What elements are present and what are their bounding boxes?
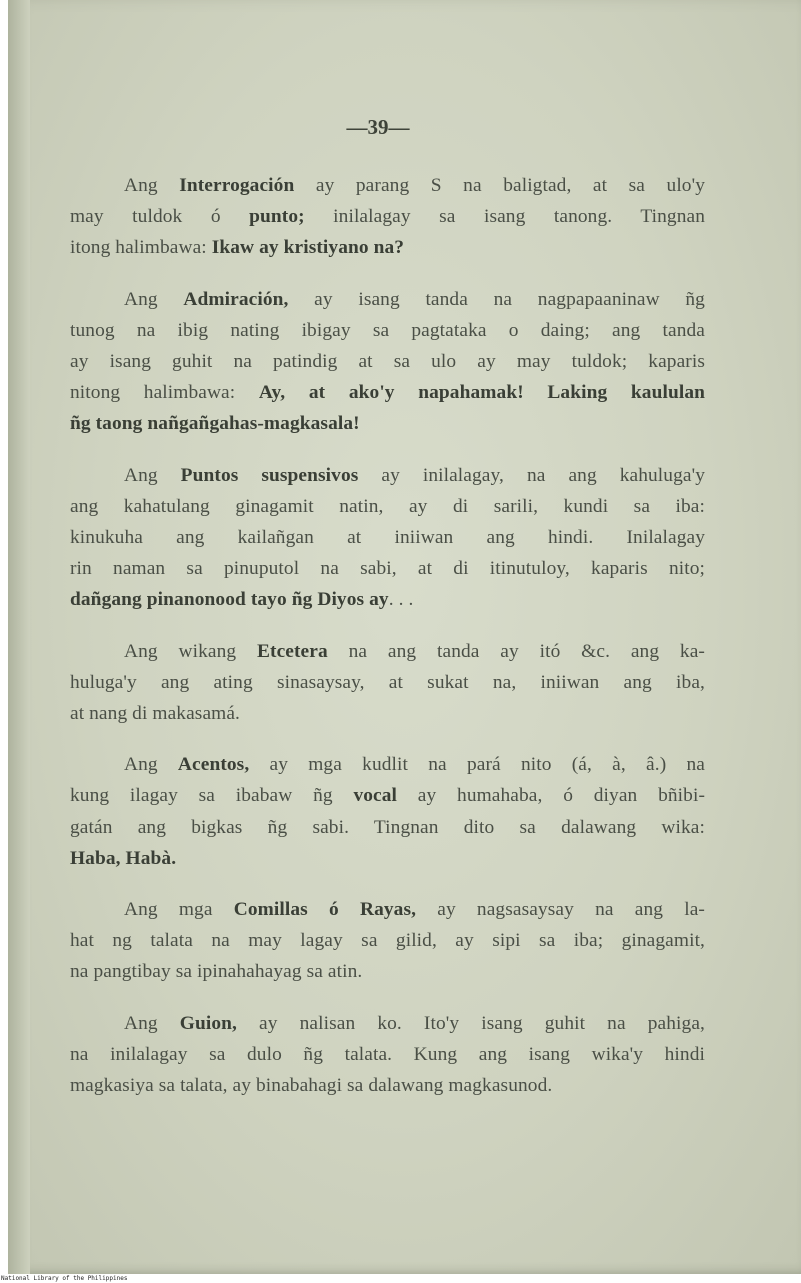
- text-line: [70, 408, 705, 439]
- text-run: itong halimbawa:: [70, 237, 212, 259]
- text-run: gatán ang bigkas ñg sabi. Tingnan dito sa dalawang wika:: [70, 816, 705, 838]
- text-line: [70, 201, 705, 232]
- page-number: —39—: [346, 115, 410, 139]
- text-run: ang kahatulang ginagamit natin, ay di sarili, kundi sa iba:: [70, 495, 705, 517]
- text-run: Ang wikang: [124, 640, 257, 662]
- text-line: [70, 636, 705, 667]
- text-run: na inilalagay sa dulo ñg talata. Kung ang isang wika'y hindi: [70, 1043, 705, 1065]
- text-line: [70, 780, 705, 811]
- paragraph: [70, 460, 705, 616]
- text-run: ay nalisan ko. Ito'y isang guhit na pahiga,: [236, 1012, 705, 1034]
- text-run: na pangtibay sa ipinahahayag sa atin.: [70, 961, 363, 983]
- bold-term: Ay, at ako'y napahamak! Laking kaululan: [258, 382, 705, 404]
- text-line: [70, 460, 705, 491]
- paragraph: [70, 170, 705, 264]
- text-run: inilalagay sa isang tanong. Tingnan: [304, 206, 705, 228]
- book-page: [8, 0, 801, 1274]
- bold-term: dañgang pinanonood tayo ñg Diyos ay: [70, 589, 389, 611]
- text-run: nitong halimbawa:: [70, 382, 259, 404]
- text-line: [70, 1070, 705, 1101]
- text-line: [70, 749, 705, 780]
- bold-term: Haba, Habà.: [70, 847, 177, 869]
- paragraph: [70, 284, 705, 440]
- page-spine-shadow: [8, 0, 30, 1274]
- footer-credit: National Library of the Philippines: [0, 1275, 801, 1283]
- text-line: [70, 667, 705, 698]
- paragraph: [70, 749, 705, 874]
- text-line: [70, 284, 705, 315]
- text-line: [70, 1039, 705, 1070]
- text-line: [70, 812, 705, 843]
- bold-term: Ikaw ay kristiyano na?: [211, 237, 405, 259]
- text-line: [70, 925, 705, 956]
- text-line: [70, 346, 705, 377]
- text-line: [70, 698, 705, 729]
- text-run: ay isang tanda na nagpapaaninaw ñg: [288, 288, 705, 310]
- text-run: Ang mga: [124, 899, 234, 921]
- text-run: hat ng talata na may lagay sa gilid, ay sipi sa iba; ginagamit,: [70, 930, 705, 952]
- paragraph: [70, 1008, 705, 1102]
- text-run: kung ilagay sa ibabaw ñg: [70, 785, 354, 807]
- text-line: [70, 1008, 705, 1039]
- paragraph: [70, 636, 705, 730]
- page-body-text: [70, 170, 705, 1121]
- text-run: kinukuha ang kailañgan at iniiwan ang hindi. Inilalagay: [70, 527, 705, 549]
- text-run: ay mga kudlit na pará nito (á, à, â.) na: [249, 754, 705, 776]
- text-run: ay nagsasaysay na ang la-: [416, 899, 705, 921]
- text-run: tunog na ibig nating ibigay sa pagtataka o daing; ang tanda: [70, 319, 705, 341]
- text-run: huluga'y ang ating sinasaysay, at sukat na, iniiwan ang iba,: [70, 671, 705, 693]
- text-run: . . .: [388, 589, 414, 611]
- text-line: [70, 843, 705, 874]
- text-run: Ang: [124, 464, 181, 486]
- bold-term: Puntos suspensivos: [180, 464, 359, 486]
- text-run: rin naman sa pinuputol na sabi, at di itinutuloy, kaparis nito;: [70, 558, 705, 580]
- text-run: ay inilalagay, na ang kahuluga'y: [358, 464, 705, 486]
- bold-term: Admiración,: [183, 288, 289, 310]
- bold-term: vocal: [353, 785, 398, 807]
- bold-term: ñg taong nañgañgahas-magkasala!: [70, 413, 360, 435]
- text-run: Ang: [124, 754, 178, 776]
- text-run: Ang: [124, 288, 184, 310]
- text-line: [70, 491, 705, 522]
- text-line: [70, 584, 705, 615]
- bold-term: Comillas ó Rayas,: [233, 899, 417, 921]
- text-run: magkasiya sa talata, ay binabahagi sa dalawang magkasunod.: [70, 1075, 553, 1097]
- text-line: [70, 232, 705, 263]
- text-run: ay isang guhit na patindig at sa ulo ay may tuldok; kaparis: [70, 351, 705, 373]
- text-run: Ang: [124, 175, 180, 196]
- bold-term: Acentos,: [177, 754, 250, 776]
- bold-term: punto;: [249, 206, 305, 228]
- text-line: [70, 315, 705, 346]
- text-line: [70, 553, 705, 584]
- text-line: [70, 956, 705, 987]
- paragraph: [70, 894, 705, 988]
- text-run: may tuldok ó: [70, 206, 250, 228]
- text-run: ay humahaba, ó diyan bñibi-: [397, 785, 705, 807]
- bold-term: Etcetera: [257, 640, 328, 662]
- text-line: [70, 170, 705, 201]
- text-line: [70, 522, 705, 553]
- text-run: at nang di makasamá.: [70, 703, 240, 725]
- bold-term: Guion,: [179, 1012, 237, 1034]
- text-run: na ang tanda ay itó &c. ang ka-: [327, 640, 705, 662]
- text-run: ay parang S na baligtad, at sa ulo'y: [294, 175, 705, 196]
- text-run: Ang: [124, 1012, 180, 1034]
- text-line: [70, 377, 705, 408]
- text-line: [70, 894, 705, 925]
- bold-term: Interrogación: [179, 175, 295, 196]
